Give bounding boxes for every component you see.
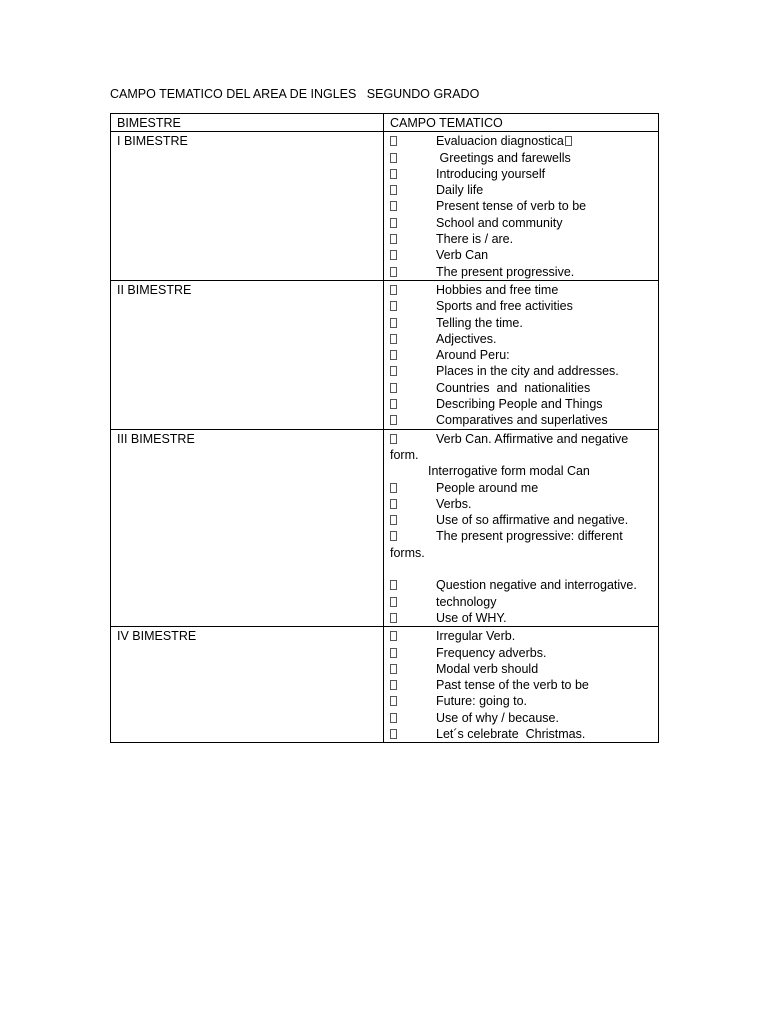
bullet-icon <box>390 648 397 658</box>
bullet-icon <box>390 201 397 211</box>
list-item: Around Peru: <box>390 347 652 363</box>
bullet-icon <box>390 250 397 260</box>
bimestre-cell: III BIMESTRE <box>111 429 384 627</box>
list-item: Use of WHY. <box>390 610 652 626</box>
list-item: Introducing yourself <box>390 166 652 182</box>
bullet-icon <box>390 434 397 444</box>
bullet-icon <box>390 713 397 723</box>
list-item: Adjectives. <box>390 331 652 347</box>
list-item: The present progressive: different <box>390 528 652 544</box>
list-item: Hobbies and free time <box>390 282 652 298</box>
bullet-icon <box>390 597 397 607</box>
bullet-icon <box>390 515 397 525</box>
topics-cell <box>384 280 659 429</box>
bimestre-cell: IV BIMESTRE <box>111 627 384 743</box>
topics-table <box>110 113 659 743</box>
list-item: Verb Can. Affirmative and negative <box>390 431 652 447</box>
bullet-icon <box>390 285 397 295</box>
topics-cell <box>384 627 659 743</box>
list-item: Future: going to. <box>390 693 652 709</box>
table-row <box>111 132 659 281</box>
bullet-icon <box>390 399 397 409</box>
header-bimestre: BIMESTRE <box>111 114 384 132</box>
list-item: Irregular Verb. <box>390 628 652 644</box>
list-item: Telling the time. <box>390 315 652 331</box>
bullet-icon <box>390 234 397 244</box>
table-header-row <box>111 114 659 132</box>
list-item: Frequency adverbs. <box>390 645 652 661</box>
bullet-icon <box>390 350 397 360</box>
bullet-icon <box>390 631 397 641</box>
list-item: Daily life <box>390 182 652 198</box>
bullet-icon <box>390 383 397 393</box>
bullet-icon <box>390 531 397 541</box>
list-item: Comparatives and superlatives <box>390 412 652 428</box>
topics-cell <box>384 429 659 627</box>
bullet-icon <box>390 415 397 425</box>
header-campo-tematico: CAMPO TEMATICO <box>384 114 659 132</box>
list-item: Countries and nationalities <box>390 380 652 396</box>
bullet-icon <box>390 729 397 739</box>
bimestre-cell: II BIMESTRE <box>111 280 384 429</box>
bullet-icon <box>390 185 397 195</box>
list-item: Sports and free activities <box>390 298 652 314</box>
list-item: Verbs. <box>390 496 652 512</box>
list-item: Evaluacion diagnostica <box>390 133 652 149</box>
list-item: There is / are. <box>390 231 652 247</box>
list-item: School and community <box>390 215 652 231</box>
list-item: Let´s celebrate Christmas. <box>390 726 652 742</box>
bullet-icon <box>390 696 397 706</box>
list-item-continuation: forms. <box>390 545 425 560</box>
list-item: Verb Can <box>390 247 652 263</box>
list-item: technology <box>390 594 652 610</box>
bullet-icon <box>390 334 397 344</box>
list-item: Use of so affirmative and negative. <box>390 512 652 528</box>
bullet-icon <box>390 680 397 690</box>
list-item: Question negative and interrogative. <box>390 577 652 593</box>
list-item: Modal verb should <box>390 661 652 677</box>
bullet-icon <box>390 580 397 590</box>
bullet-icon <box>390 136 397 146</box>
list-item: Use of why / because. <box>390 710 652 726</box>
list-item: Past tense of the verb to be <box>390 677 652 693</box>
bullet-icon <box>390 499 397 509</box>
list-item-subline: Interrogative form modal Can <box>428 464 590 479</box>
table-row <box>111 429 659 627</box>
table-row <box>111 280 659 429</box>
list-item: Greetings and farewells <box>390 150 652 166</box>
bimestre-cell: I BIMESTRE <box>111 132 384 281</box>
list-item: Places in the city and addresses. <box>390 363 652 379</box>
bullet-icon <box>390 613 397 623</box>
topics-cell <box>384 132 659 281</box>
list-item: Describing People and Things <box>390 396 652 412</box>
bullet-icon <box>390 169 397 179</box>
table-row <box>111 627 659 743</box>
list-item: Present tense of verb to be <box>390 198 652 214</box>
bullet-icon <box>390 318 397 328</box>
list-item: People around me <box>390 480 652 496</box>
bullet-icon <box>390 664 397 674</box>
missing-glyph-icon <box>565 136 572 146</box>
bullet-icon <box>390 153 397 163</box>
document-title: CAMPO TEMATICO DEL AREA DE INGLES SEGUNDO GRADO <box>110 87 480 101</box>
list-item-continuation: form. <box>390 447 419 462</box>
bullet-icon <box>390 483 397 493</box>
bullet-icon <box>390 218 397 228</box>
list-item: The present progressive. <box>390 264 652 280</box>
bullet-icon <box>390 301 397 311</box>
blank-line <box>390 561 652 577</box>
bullet-icon <box>390 366 397 376</box>
bullet-icon <box>390 267 397 277</box>
